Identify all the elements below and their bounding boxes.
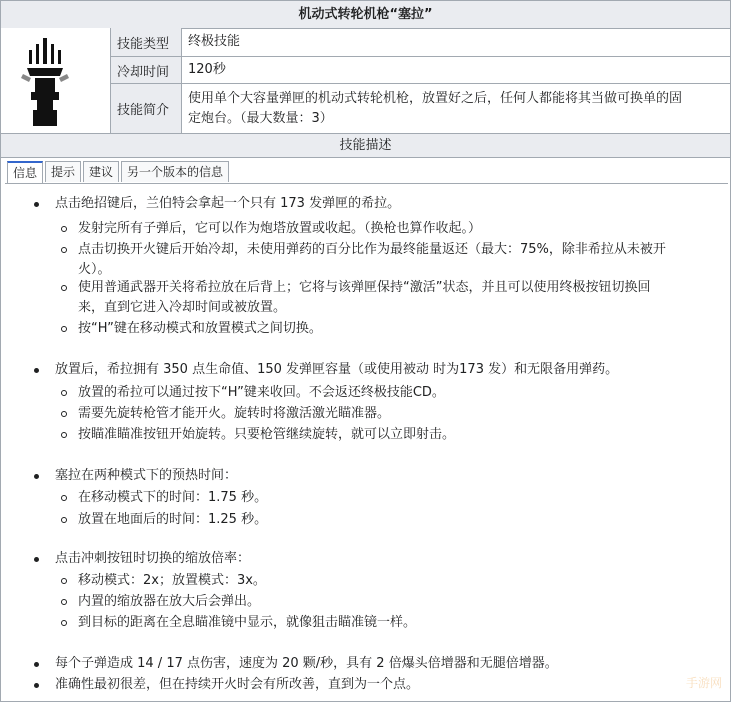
skill-type-label: 技能类型	[111, 28, 182, 56]
tab-info[interactable]: 信息	[7, 161, 43, 183]
list-item: 需要先旋转枪管才能开火。旋转时将激活激光瞄准器。	[78, 404, 390, 424]
skill-type-row	[111, 28, 730, 57]
skill-type-value: 终极技能	[188, 34, 241, 49]
list-item: 移动模式：2x；放置模式：3x。	[78, 571, 266, 591]
list-item: 点击冲刺按钮时切换的缩放倍率：	[55, 549, 250, 569]
intro-text-line-2: 定炮台。（最大数量：3）	[188, 111, 333, 126]
list-item: 点击切换开火键后开始冷却，未使用弹药的百分比作为最终能量返还（最大：75%，除非希拉从未被开	[78, 240, 666, 260]
cooldown-label: 冷却时间	[111, 57, 182, 83]
skill-icon-cell	[1, 28, 111, 134]
turret-gun-icon	[17, 34, 73, 130]
intro-value	[182, 84, 730, 133]
tab-suggestions[interactable]: 建议	[83, 161, 119, 182]
list-item: 按“H”键在移动模式和放置模式之间切换。	[78, 319, 322, 339]
list-item: 放置后，希拉拥有 350 点生命值、150 发弹匣容量（或使用被动 时为173 发）和无限备用弹药。	[55, 360, 618, 380]
description-tabs	[7, 161, 229, 183]
list-item: 放置在地面后的时间：1.25 秒。	[78, 510, 267, 530]
description-panel	[5, 183, 728, 701]
list-item: 发射完所有子弹后，它可以作为炮塔放置或收起。（换枪也算作收起。）	[78, 219, 481, 239]
list-item: 按瞄准瞄准按钮开始旋转。只要枪管继续旋转，就可以立即射击。	[78, 425, 455, 445]
site-watermark: 手游网	[685, 676, 722, 690]
cooldown-value: 120秒	[188, 62, 226, 77]
list-item: 到目标的距离在全息瞄准镜中显示，就像狙击瞄准镜一样。	[78, 613, 416, 633]
skill-title: 机动式转轮机枪“塞拉”	[1, 1, 730, 29]
intro-label: 技能简介	[111, 84, 182, 133]
list-item: 在移动模式下的时间：1.75 秒。	[78, 488, 267, 508]
tab-tips[interactable]: 提示	[45, 161, 81, 182]
list-item: 放置的希拉可以通过按下“H”键来收回。不会返还终极技能CD。	[78, 383, 445, 403]
list-item: 使用普通武器开关将希拉放在后背上；它将与该弹匣保持“激活”状态，并且可以使用终极按钮切换回	[78, 278, 650, 298]
intro-text-line-1: 使用单个大容量弹匣的机动式转轮机枪，放置好之后，任何人都能将其当做可换单的固	[188, 91, 683, 106]
list-item: 准确性最初很差，但在持续开火时会有所改善，直到为一个点。	[55, 675, 419, 695]
tab-other-version[interactable]: 另一个版本的信息	[121, 161, 229, 182]
list-item: 内置的缩放器在放大后会弹出。	[78, 592, 260, 612]
list-item: 每个子弹造成 14 / 17 点伤害，速度为 20 颗/秒，具有 2 倍爆头倍增器和无腿倍增器。	[55, 654, 558, 674]
list-item: 点击绝招键后，兰伯特会拿起一个只有 173 发弹匣的希拉。	[55, 194, 400, 214]
list-item-continuation: 来，直到它进入冷却时间或被放置。	[78, 300, 287, 315]
list-item: 塞拉在两种模式下的预热时间：	[55, 466, 237, 486]
list-item-continuation: 火）。	[78, 262, 111, 277]
description-header: 技能描述	[1, 134, 730, 158]
cooldown-row	[111, 57, 730, 84]
intro-row	[111, 84, 730, 134]
